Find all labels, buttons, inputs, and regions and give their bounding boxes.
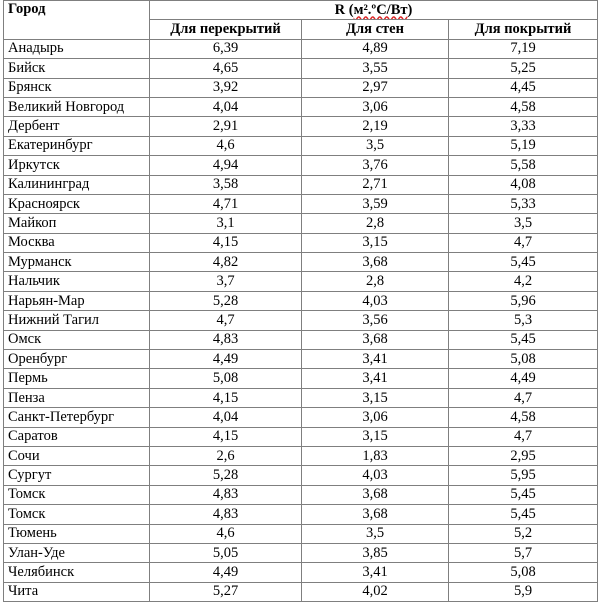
floors-value-cell: 3,1 (150, 214, 302, 233)
walls-value-cell: 2,97 (302, 78, 449, 97)
city-cell: Иркутск (4, 156, 150, 175)
floors-value-cell: 4,83 (150, 485, 302, 504)
roofs-value-cell: 5,2 (449, 524, 598, 543)
walls-value-cell: 3,55 (302, 59, 449, 78)
walls-value-cell: 3,06 (302, 408, 449, 427)
table-row (4, 505, 598, 524)
floors-value-cell: 4,6 (150, 136, 302, 155)
city-cell: Екатеринбург (4, 136, 150, 155)
floors-value-cell: 5,28 (150, 291, 302, 310)
floors-value-cell: 4,6 (150, 524, 302, 543)
floors-value-cell: 5,05 (150, 543, 302, 562)
walls-value-cell: 3,68 (302, 253, 449, 272)
table-row (4, 466, 598, 485)
city-cell: Тюмень (4, 524, 150, 543)
table-row (4, 136, 598, 155)
table-row (4, 485, 598, 504)
floors-value-cell: 4,94 (150, 156, 302, 175)
roofs-value-cell: 5,08 (449, 350, 598, 369)
floors-value-cell: 4,15 (150, 388, 302, 407)
walls-value-cell: 3,15 (302, 233, 449, 252)
walls-value-cell: 3,41 (302, 563, 449, 582)
roofs-value-cell: 5,33 (449, 194, 598, 213)
roofs-value-cell: 3,5 (449, 214, 598, 233)
table-row (4, 563, 598, 582)
floors-value-cell: 4,65 (150, 59, 302, 78)
floors-value-cell: 5,28 (150, 466, 302, 485)
floors-value-cell: 4,82 (150, 253, 302, 272)
walls-value-cell: 3,85 (302, 543, 449, 562)
roofs-value-cell: 5,19 (449, 136, 598, 155)
roofs-value-cell: 7,19 (449, 39, 598, 58)
roofs-value-cell: 5,96 (449, 291, 598, 310)
group-prefix: R ( (334, 1, 354, 18)
city-cell: Сургут (4, 466, 150, 485)
roofs-value-cell: 5,9 (449, 582, 598, 601)
floors-value-cell: 4,83 (150, 330, 302, 349)
column-header-floors: Для перекрытий (150, 20, 302, 39)
floors-value-cell: 4,83 (150, 505, 302, 524)
roofs-value-cell: 4,7 (449, 388, 598, 407)
table-row (4, 272, 598, 291)
table-row (4, 427, 598, 446)
walls-value-cell: 3,5 (302, 136, 449, 155)
floors-value-cell: 3,92 (150, 78, 302, 97)
table-header (4, 1, 598, 40)
walls-value-cell: 2,71 (302, 175, 449, 194)
city-cell: Челябинск (4, 563, 150, 582)
table-row (4, 350, 598, 369)
floors-value-cell: 4,15 (150, 427, 302, 446)
roofs-value-cell: 5,95 (449, 466, 598, 485)
city-cell: Нальчик (4, 272, 150, 291)
roofs-value-cell: 4,49 (449, 369, 598, 388)
column-header-roofs: Для покрытий (449, 20, 598, 39)
city-column-header: Город (4, 1, 150, 40)
floors-value-cell: 3,7 (150, 272, 302, 291)
city-cell: Нарьян-Мар (4, 291, 150, 310)
table-row (4, 408, 598, 427)
table-row (4, 253, 598, 272)
city-cell: Мурманск (4, 253, 150, 272)
city-cell: Сочи (4, 446, 150, 465)
walls-value-cell: 4,03 (302, 466, 449, 485)
table-row (4, 388, 598, 407)
walls-value-cell: 3,06 (302, 97, 449, 116)
roofs-value-cell: 5,3 (449, 311, 598, 330)
roofs-value-cell: 5,25 (449, 59, 598, 78)
city-cell: Майкоп (4, 214, 150, 233)
city-cell: Бийск (4, 59, 150, 78)
city-cell: Великий Новгород (4, 97, 150, 116)
roofs-value-cell: 4,45 (449, 78, 598, 97)
walls-value-cell: 2,8 (302, 272, 449, 291)
roofs-value-cell: 5,45 (449, 330, 598, 349)
city-cell: Москва (4, 233, 150, 252)
roofs-value-cell: 5,45 (449, 485, 598, 504)
table-row (4, 156, 598, 175)
city-cell: Оренбург (4, 350, 150, 369)
walls-value-cell: 3,15 (302, 427, 449, 446)
floors-value-cell: 6,39 (150, 39, 302, 58)
floors-value-cell: 5,27 (150, 582, 302, 601)
table-row (4, 291, 598, 310)
walls-value-cell: 3,68 (302, 330, 449, 349)
floors-value-cell: 4,7 (150, 311, 302, 330)
city-cell: Брянск (4, 78, 150, 97)
resistance-group-header (150, 1, 598, 20)
city-cell: Санкт-Петербург (4, 408, 150, 427)
header-row-group (4, 1, 598, 20)
walls-value-cell: 3,59 (302, 194, 449, 213)
floors-value-cell: 5,08 (150, 369, 302, 388)
table-row (4, 330, 598, 349)
resistance-table (3, 0, 598, 602)
table-row (4, 97, 598, 116)
group-unit: м².ºС/Вт (353, 1, 408, 18)
city-cell: Томск (4, 505, 150, 524)
table-row (4, 78, 598, 97)
roofs-value-cell: 4,58 (449, 408, 598, 427)
roofs-value-cell: 5,08 (449, 563, 598, 582)
city-cell: Пенза (4, 388, 150, 407)
table-row (4, 194, 598, 213)
floors-value-cell: 3,58 (150, 175, 302, 194)
floors-value-cell: 4,49 (150, 563, 302, 582)
walls-value-cell: 3,68 (302, 505, 449, 524)
walls-value-cell: 4,02 (302, 582, 449, 601)
city-cell: Дербент (4, 117, 150, 136)
roofs-value-cell: 4,58 (449, 97, 598, 116)
city-cell: Чита (4, 582, 150, 601)
city-cell: Нижний Тагил (4, 311, 150, 330)
roofs-value-cell: 4,08 (449, 175, 598, 194)
walls-value-cell: 3,15 (302, 388, 449, 407)
roofs-value-cell: 4,7 (449, 427, 598, 446)
table-row (4, 582, 598, 601)
roofs-value-cell: 5,7 (449, 543, 598, 562)
walls-value-cell: 3,41 (302, 369, 449, 388)
table-row (4, 39, 598, 58)
walls-value-cell: 3,76 (302, 156, 449, 175)
floors-value-cell: 2,91 (150, 117, 302, 136)
city-cell: Саратов (4, 427, 150, 446)
walls-value-cell: 4,03 (302, 291, 449, 310)
walls-value-cell: 4,89 (302, 39, 449, 58)
roofs-value-cell: 4,7 (449, 233, 598, 252)
table-row (4, 311, 598, 330)
walls-value-cell: 3,41 (302, 350, 449, 369)
city-cell: Омск (4, 330, 150, 349)
walls-value-cell: 2,19 (302, 117, 449, 136)
city-cell: Пермь (4, 369, 150, 388)
column-header-walls: Для стен (302, 20, 449, 39)
city-cell: Красноярск (4, 194, 150, 213)
city-cell: Томск (4, 485, 150, 504)
city-cell: Улан-Уде (4, 543, 150, 562)
roofs-value-cell: 5,45 (449, 505, 598, 524)
walls-value-cell: 3,56 (302, 311, 449, 330)
table-row (4, 214, 598, 233)
roofs-value-cell: 4,2 (449, 272, 598, 291)
table-row (4, 524, 598, 543)
roofs-value-cell: 5,58 (449, 156, 598, 175)
table-row (4, 117, 598, 136)
floors-value-cell: 4,49 (150, 350, 302, 369)
floors-value-cell: 2,6 (150, 446, 302, 465)
city-cell: Анадырь (4, 39, 150, 58)
city-cell: Калининград (4, 175, 150, 194)
walls-value-cell: 3,5 (302, 524, 449, 543)
floors-value-cell: 4,15 (150, 233, 302, 252)
table-row (4, 59, 598, 78)
floors-value-cell: 4,04 (150, 97, 302, 116)
table-row (4, 175, 598, 194)
floors-value-cell: 4,04 (150, 408, 302, 427)
walls-value-cell: 1,83 (302, 446, 449, 465)
roofs-value-cell: 2,95 (449, 446, 598, 465)
walls-value-cell: 2,8 (302, 214, 449, 233)
floors-value-cell: 4,71 (150, 194, 302, 213)
table-row (4, 446, 598, 465)
table-row (4, 543, 598, 562)
table-row (4, 369, 598, 388)
table-row (4, 233, 598, 252)
group-suffix: ) (407, 1, 413, 18)
table-body (4, 39, 598, 601)
roofs-value-cell: 3,33 (449, 117, 598, 136)
roofs-value-cell: 5,45 (449, 253, 598, 272)
walls-value-cell: 3,68 (302, 485, 449, 504)
